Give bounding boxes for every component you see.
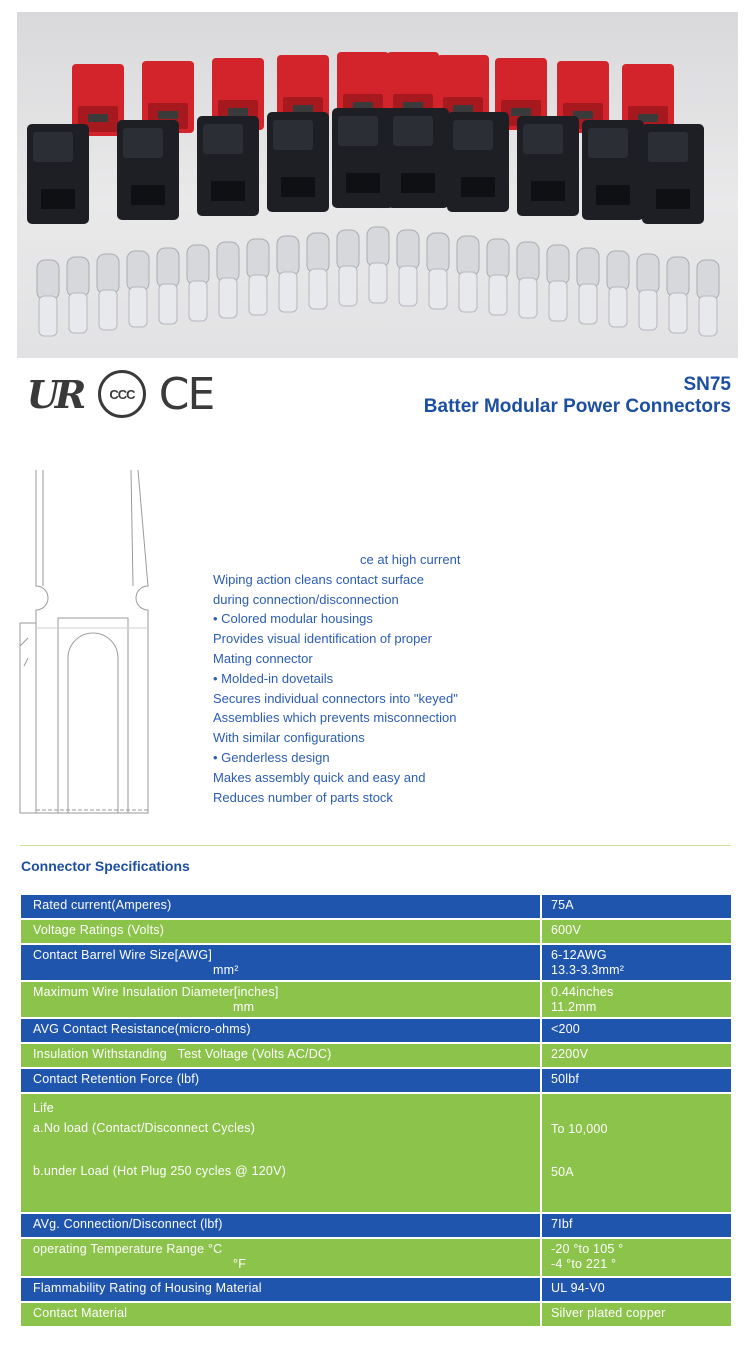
spec-value: Silver plated copper [542, 1303, 731, 1326]
silver-contact-barrel [337, 230, 359, 270]
silver-contact-tip [69, 293, 87, 333]
black-housing-top [523, 124, 563, 154]
silver-contact-barrel [67, 257, 89, 297]
spec-value: 2200V [542, 1044, 731, 1067]
silver-contact-barrel [517, 242, 539, 282]
spec-key [21, 1239, 540, 1276]
feature-line: during connection/disconnection [213, 591, 399, 607]
silver-contact-barrel [217, 242, 239, 282]
silver-contact-barrel [607, 251, 629, 291]
black-housing-slot [281, 177, 315, 197]
black-housing-slot [211, 181, 245, 201]
silver-contact-tip [609, 287, 627, 327]
specifications-table [21, 895, 731, 1328]
spec-value-line: 13.3-3.3mm² [551, 963, 625, 977]
silver-contact-tip [129, 287, 147, 327]
black-housing-slot [346, 173, 380, 193]
connector-photo-illustration [17, 12, 738, 358]
silver-contact-barrel [157, 248, 179, 288]
feature-line: • Molded-in dovetails [213, 670, 334, 686]
silver-contact-tip [549, 281, 567, 321]
spec-row [21, 1069, 731, 1092]
red-housing-slot [158, 111, 178, 119]
spec-value-line: -20 °to 105 ° [551, 1242, 624, 1256]
black-housing-top [648, 132, 688, 162]
silver-contact-tip [249, 275, 267, 315]
spec-value [542, 1094, 731, 1212]
feature-line: • Colored modular housings [213, 611, 373, 627]
spec-value-line: 50A [551, 1165, 574, 1179]
silver-contact-tip [339, 266, 357, 306]
spec-key [21, 982, 540, 1017]
silver-contact-barrel [577, 248, 599, 288]
spec-key-line: Life [33, 1101, 54, 1115]
spec-key-line: b.under Load (Hot Plug 250 cycles @ 120V) [33, 1164, 286, 1178]
silver-contact-tip [669, 293, 687, 333]
product-title-block [424, 374, 731, 418]
red-housing-slot [228, 108, 248, 116]
spec-value: 600V [542, 920, 731, 943]
silver-contact-barrel [397, 230, 419, 270]
black-housing-top [338, 116, 378, 146]
silver-contact-barrel [457, 236, 479, 276]
product-photo [17, 12, 738, 358]
silver-contact-barrel [487, 239, 509, 279]
spec-value [542, 1239, 731, 1276]
silver-contact-barrel [697, 260, 719, 300]
spec-row [21, 1094, 731, 1212]
feature-line: Wiping action cleans contact surface [213, 571, 424, 587]
feature-line: Reduces number of parts stock [213, 789, 393, 805]
spec-key: Rated current(Amperes) [21, 895, 540, 918]
specifications-heading: Connector Specifications [21, 858, 190, 874]
silver-contact-tip [399, 266, 417, 306]
black-housing-top [588, 128, 628, 158]
silver-contact-tip [189, 281, 207, 321]
feature-line: Mating connector [213, 650, 313, 666]
silver-contact-tip [279, 272, 297, 312]
spec-row [21, 1303, 731, 1326]
black-housing-slot [596, 185, 630, 205]
black-housing-slot [131, 185, 165, 205]
spec-value-line: 11.2mm [551, 1000, 597, 1014]
feature-line: Secures individual connectors into "keyed" [213, 690, 458, 706]
spec-row [21, 920, 731, 943]
feature-line: With similar configurations [213, 730, 365, 746]
spec-key: Flammability Rating of Housing Material [21, 1278, 540, 1301]
spec-value: 50lbf [542, 1069, 731, 1092]
product-name: Batter Modular Power Connectors [423, 396, 731, 417]
black-housing-top [273, 120, 313, 150]
spec-row [21, 982, 731, 1017]
feature-line: Provides visual identification of proper [213, 631, 432, 647]
silver-contact-barrel [547, 245, 569, 285]
red-housing-slot [293, 105, 313, 113]
ccc-mark-logo: CCC [98, 370, 146, 418]
silver-contact-tip [369, 263, 387, 303]
spec-value-line: 6-12AWG [551, 948, 607, 962]
black-housing-top [123, 128, 163, 158]
silver-contact-tip [219, 278, 237, 318]
silver-contact-tip [39, 296, 57, 336]
silver-contact-tip [699, 296, 717, 336]
silver-contact-barrel [37, 260, 59, 300]
black-housing-top [33, 132, 73, 162]
red-housing-slot [511, 108, 531, 116]
silver-contact-barrel [637, 254, 659, 294]
spec-key-unit: mm [233, 1000, 255, 1014]
spec-key-line: Maximum Wire Insulation Diameter[inches] [33, 985, 279, 999]
spec-value: UL 94-V0 [542, 1278, 731, 1301]
black-housing-slot [401, 173, 435, 193]
feature-line: Assemblies which prevents misconnection [213, 710, 457, 726]
black-housing-slot [461, 177, 495, 197]
silver-contact-tip [159, 284, 177, 324]
spec-row [21, 1044, 731, 1067]
spec-key-line: Contact Barrel Wire Size[AWG] [33, 948, 212, 962]
red-housing-slot [88, 114, 108, 122]
ur-mark-logo: UR [26, 371, 82, 417]
spec-value: <200 [542, 1019, 731, 1042]
feature-line: Makes assembly quick and easy and [213, 769, 426, 785]
ce-mark-logo: CE [158, 368, 214, 420]
silver-contact-barrel [307, 233, 329, 273]
silver-contact-tip [579, 284, 597, 324]
black-housing-slot [656, 189, 690, 209]
black-housing-slot [531, 181, 565, 201]
spec-row [21, 945, 731, 980]
spec-key: Insulation Withstanding Test Voltage (Volts AC/DC) [21, 1044, 540, 1067]
contact-technical-drawing [18, 468, 168, 818]
silver-contact-barrel [367, 227, 389, 267]
spec-key-line: a.No load (Contact/Disconnect Cycles) [33, 1121, 256, 1135]
silver-contact-tip [99, 290, 117, 330]
silver-contact-tip [309, 269, 327, 309]
spec-key-unit: mm² [213, 963, 239, 977]
spec-row [21, 1214, 731, 1237]
silver-contact-tip [459, 272, 477, 312]
black-housing-top [203, 124, 243, 154]
spec-value: 75A [542, 895, 731, 918]
spec-key: AVG Contact Resistance(micro-ohms) [21, 1019, 540, 1042]
black-housing-top [453, 120, 493, 150]
red-housing-slot [453, 105, 473, 113]
spec-key-line: operating Temperature Range °C [33, 1242, 223, 1256]
feature-line: • Genderless design [213, 749, 330, 765]
spec-value-line: To 10,000 [551, 1122, 608, 1136]
spec-key: AVg. Connection/Disconnect (lbf) [21, 1214, 540, 1237]
spec-row [21, 1278, 731, 1301]
silver-contact-barrel [187, 245, 209, 285]
certification-logos [20, 368, 216, 420]
features-list [213, 550, 513, 807]
spec-key: Contact Material [21, 1303, 540, 1326]
spec-key: Contact Retention Force (lbf) [21, 1069, 540, 1092]
spec-row [21, 1239, 731, 1276]
black-housing-slot [41, 189, 75, 209]
silver-contact-tip [519, 278, 537, 318]
model-number: SN75 [683, 374, 731, 395]
spec-key [21, 945, 540, 980]
feature-line: ce at high current [360, 552, 461, 567]
section-divider [20, 845, 731, 846]
silver-contact-barrel [667, 257, 689, 297]
silver-contact-barrel [127, 251, 149, 291]
spec-value: 7Ibf [542, 1214, 731, 1237]
spec-value-line: -4 °to 221 ° [551, 1257, 617, 1271]
spec-value [542, 945, 731, 980]
spec-value [542, 982, 731, 1017]
silver-contact-barrel [277, 236, 299, 276]
silver-contact-tip [639, 290, 657, 330]
silver-contact-barrel [427, 233, 449, 273]
black-housing-top [393, 116, 433, 146]
spec-key [21, 1094, 540, 1212]
spec-row [21, 1019, 731, 1042]
spec-key-unit: °F [233, 1257, 247, 1271]
silver-contact-tip [489, 275, 507, 315]
silver-contact-barrel [247, 239, 269, 279]
spec-row [21, 895, 731, 918]
spec-key: Voltage Ratings (Volts) [21, 920, 540, 943]
spec-value-line: 0.44inches [551, 985, 614, 999]
silver-contact-tip [429, 269, 447, 309]
silver-contact-barrel [97, 254, 119, 294]
